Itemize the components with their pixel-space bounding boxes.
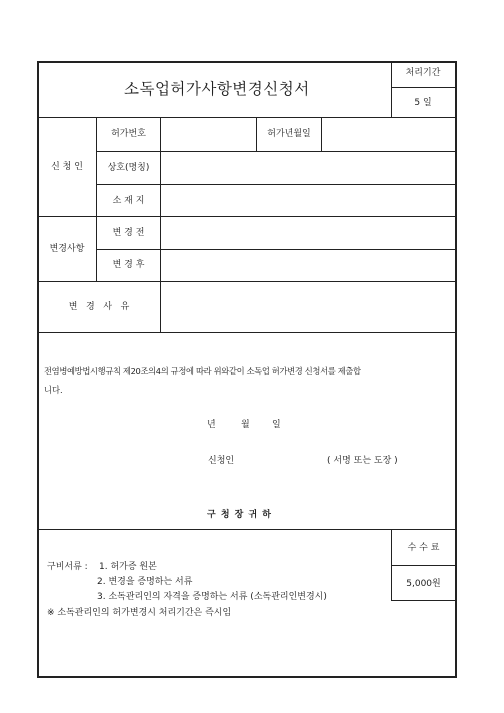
processing-period-value: 5 일 bbox=[414, 98, 432, 108]
before-change-field[interactable] bbox=[162, 218, 457, 248]
applicant-signature-field[interactable] bbox=[240, 452, 320, 468]
date-year: 년 bbox=[207, 420, 216, 430]
required-documents-header: 구비서류 : bbox=[47, 562, 88, 572]
document-item-3: 3. 소독관리인의 자격을 증명하는 서류 (소독관리인변경시) bbox=[97, 592, 327, 602]
applicant-section-label: 신 청 인 bbox=[51, 162, 83, 172]
signature-note: ( 서명 또는 도장 ) bbox=[327, 456, 398, 466]
trade-name-label: 상호(명칭) bbox=[107, 163, 150, 173]
fee-label: 수 수 료 bbox=[407, 543, 440, 553]
after-change-field[interactable] bbox=[162, 251, 457, 280]
fee-amount: 5,000원 bbox=[406, 579, 441, 589]
addressee: 구 청 장 귀 하 bbox=[207, 510, 273, 520]
change-reason-label: 변 경 사 유 bbox=[68, 302, 130, 312]
permit-number-field[interactable] bbox=[162, 119, 258, 150]
after-change-label: 변 경 후 bbox=[112, 260, 145, 270]
changes-section-label: 변경사항 bbox=[49, 244, 85, 254]
processing-note: ※ 소독관리인의 허가변경시 처리기간은 즉시임 bbox=[47, 608, 232, 618]
date-day: 일 bbox=[272, 420, 281, 430]
address-label: 소 재 지 bbox=[112, 196, 145, 206]
before-change-label: 변 경 전 bbox=[112, 228, 145, 238]
form-title: 소독업허가사항변경신청서 bbox=[124, 80, 310, 98]
date-month: 월 bbox=[241, 420, 250, 430]
change-reason-field[interactable] bbox=[162, 283, 457, 331]
permit-number-label: 허가번호 bbox=[111, 129, 146, 139]
statement-line-1: 전염병예방법시행규칙 제20조의4의 규정에 따라 위와같이 소독업 허가변경 신청서를 제출합 bbox=[44, 366, 361, 376]
processing-period-label: 처리기간 bbox=[405, 68, 441, 78]
address-field[interactable] bbox=[162, 186, 457, 215]
permit-date-field[interactable] bbox=[323, 119, 457, 150]
applicant-signature-label: 신청인 bbox=[208, 456, 235, 466]
permit-date-label: 허가년월일 bbox=[267, 129, 311, 139]
document-item-2: 2. 변경을 증명하는 서류 bbox=[97, 577, 193, 587]
document-item-1: 1. 허가증 원본 bbox=[99, 562, 157, 572]
trade-name-field[interactable] bbox=[162, 153, 457, 183]
statement-line-2: 니다. bbox=[44, 385, 63, 395]
